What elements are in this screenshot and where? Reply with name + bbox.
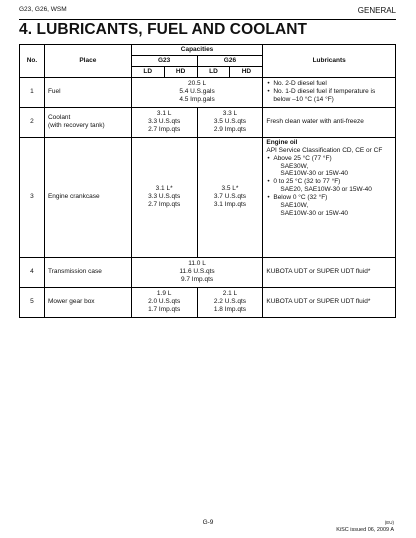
header-rule: [19, 19, 396, 20]
col-no-header: No.: [20, 45, 45, 78]
row-capacity-g26: 3.5 L* 3.7 U.S.qts 3.1 Imp.qts: [197, 137, 263, 257]
oil-grade: SAE10W-30 or 15W-40: [280, 210, 349, 218]
table-row: [20, 77, 396, 107]
lubricants-table: [19, 44, 396, 318]
row-number: 3: [20, 137, 45, 257]
row-place: Coolant (with recovery tank): [44, 107, 131, 137]
oil-condition-label: • Above 25 °C (77 °F): [273, 154, 332, 162]
col-g23-hd-header: HD: [164, 66, 197, 77]
row-lubricant: [263, 77, 396, 107]
col-capacities-header: Capacities: [131, 45, 263, 56]
col-lubricants-header: Lubricants: [263, 45, 396, 78]
col-g26-header: G26: [197, 55, 263, 66]
table-row: [20, 257, 396, 287]
row-place: Fuel: [44, 77, 131, 107]
row-capacity: 20.5 L 5.4 U.S.gals 4.5 Imp.gals: [131, 77, 263, 107]
table-row: [20, 107, 396, 137]
fuel-note: • No. 2-D diesel fuel: [266, 80, 392, 88]
header-section: GENERAL: [357, 6, 396, 15]
col-place-header: Place: [44, 45, 131, 78]
row-capacity-g23: 1.9 L 2.0 U.S.qts 1.7 Imp.qts: [131, 287, 197, 317]
col-g23-ld-header: LD: [131, 66, 164, 77]
row-place: Mower gear box: [44, 287, 131, 317]
oil-grade: SAE10W-30 or 15W-40: [280, 170, 349, 178]
issue-info: KiSC issued 06, 2009 A: [336, 527, 394, 533]
row-capacity-g23: 3.1 L 3.3 U.S.qts 2.7 Imp.qts: [131, 107, 197, 137]
row-place: Transmission case: [44, 257, 131, 287]
row-capacity-g26: 2.1 L 2.2 U.S.qts 1.8 Imp.qts: [197, 287, 263, 317]
row-capacity-g26: 3.3 L 3.5 U.S.qts 2.9 Imp.qts: [197, 107, 263, 137]
oil-condition: [266, 194, 392, 218]
oil-grade: SAE10W,: [280, 202, 309, 210]
oil-condition: [266, 155, 392, 179]
header-row-1: [20, 45, 396, 56]
row-lubricant: KUBOTA UDT or SUPER UDT fluid*: [263, 287, 396, 317]
row-lubricant: [263, 137, 396, 257]
oil-condition-label: • Below 0 °C (32 °F): [273, 194, 328, 202]
row-lubricant: Fresh clean water with anti-freeze: [263, 107, 396, 137]
row-place: Engine crankcase: [44, 137, 131, 257]
oil-condition: [266, 178, 392, 194]
row-capacity-g23: 3.1 L* 3.3 U.S.qts 2.7 Imp.qts: [131, 137, 197, 257]
table-row: [20, 137, 396, 257]
fuel-note: • No. 1-D diesel fuel if temperature is below –10 °C (14 °F): [266, 88, 392, 104]
row-number: 4: [20, 257, 45, 287]
row-number: 5: [20, 287, 45, 317]
row-capacity: 11.0 L 11.6 U.S.qts 9.7 Imp.qts: [131, 257, 263, 287]
engine-oil-spec: API Service Classification CD, CE or CF: [266, 146, 383, 154]
row-lubricant: KUBOTA UDT or SUPER UDT fluid*: [263, 257, 396, 287]
col-g26-hd-header: HD: [230, 66, 263, 77]
col-g23-header: G23: [131, 55, 197, 66]
col-g26-ld-header: LD: [197, 66, 230, 77]
header-model: G23, G26, WSM: [19, 6, 67, 13]
table-row: [20, 287, 396, 317]
oil-grade: SAE20, SAE10W-30 or 15W-40: [280, 186, 372, 194]
row-number: 2: [20, 107, 45, 137]
row-number: 1: [20, 77, 45, 107]
page-title: 4. LUBRICANTS, FUEL AND COOLANT: [19, 21, 308, 38]
page-number: G-9: [202, 519, 214, 526]
oil-grade: SAE30W,: [280, 162, 309, 170]
oil-condition-label: • 0 to 25 °C (32 to 77 °F): [273, 178, 341, 186]
engine-oil-label: Engine oil: [266, 138, 298, 146]
region-code: (EU): [384, 520, 394, 525]
